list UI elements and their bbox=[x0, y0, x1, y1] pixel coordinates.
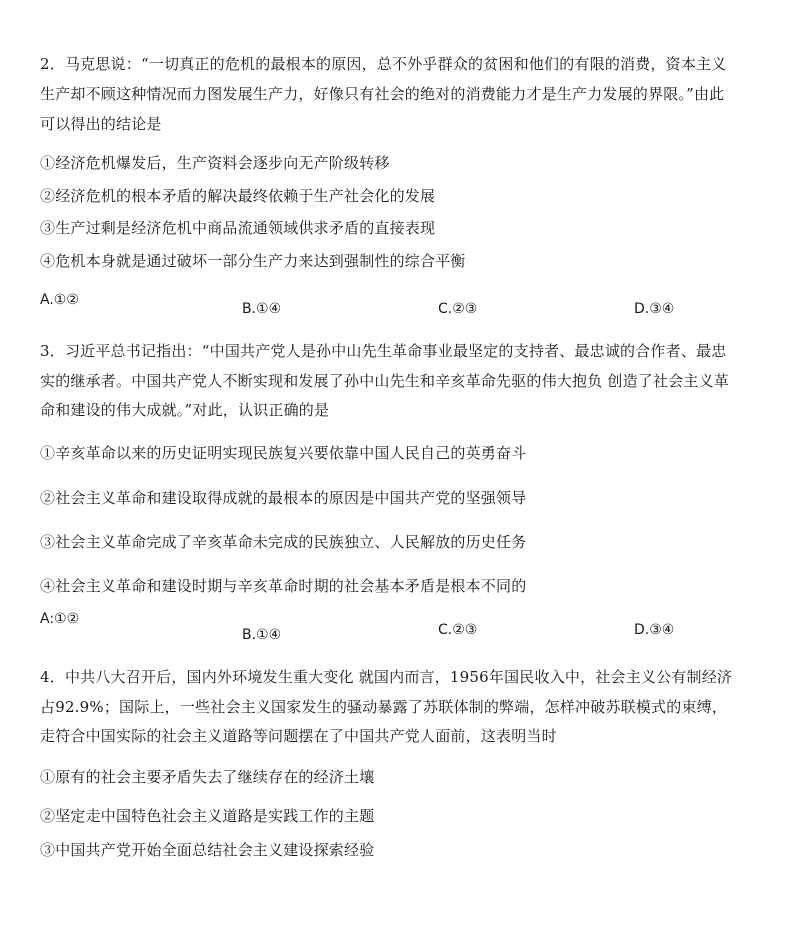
option-b[interactable]: B.①④ bbox=[242, 627, 282, 643]
statement-3: ③社会主义革命完成了辛亥革命未完成的民族独立、人民解放的历史任务 bbox=[40, 533, 527, 551]
option-b[interactable]: B.①④ bbox=[242, 301, 282, 317]
question-stem-line: 4．中共八大召开后，国内外环境发生重大变化 就国内而言，1956年国民收入中，社会主义公有制经济 bbox=[40, 668, 733, 686]
statement-3: ③中国共产党开始全面总结社会主义建设探索经验 bbox=[40, 841, 375, 859]
question-stem-line: 可以得出的结论是 bbox=[40, 115, 162, 133]
question-stem-line: 3．习近平总书记指出：“中国共产党人是孙中山先生革命事业最坚定的支持者、最忠诚的合作者、最忠 bbox=[40, 342, 727, 360]
statement-1: ①经济危机爆发后，生产资料会逐步向无产阶级转移 bbox=[40, 154, 390, 172]
statement-1: ①原有的社会主要矛盾失去了继续存在的经济土壤 bbox=[40, 768, 375, 786]
question-stem-line: 生产却不顾这种情况而力图发展生产力，好像只有社会的绝对的消费能力才是生产力发展的界限。”由此 bbox=[40, 85, 725, 103]
statement-4: ④危机本身就是通过破坏一部分生产力来达到强制性的综合平衡 bbox=[40, 252, 466, 270]
option-d[interactable]: D.③④ bbox=[634, 622, 675, 638]
statement-4: ④社会主义革命和建设时期与辛亥革命时期的社会基本矛盾是根本不同的 bbox=[40, 577, 527, 595]
option-a[interactable]: A:①② bbox=[40, 611, 80, 627]
question-stem-line: 走符合中国实际的社会主义道路等问题摆在了中国共产党人面前，这表明当时 bbox=[40, 727, 557, 745]
question-stem-line: 命和建设的伟大成就。”对此，认识正确的是 bbox=[40, 401, 330, 419]
statement-2: ②社会主义革命和建设取得成就的最根本的原因是中国共产党的坚强领导 bbox=[40, 489, 527, 507]
option-c[interactable]: C.②③ bbox=[438, 301, 478, 317]
option-c[interactable]: C.②③ bbox=[438, 622, 478, 638]
statement-1: ①辛亥革命以来的历史证明实现民族复兴要依靠中国人民自己的英勇奋斗 bbox=[40, 444, 527, 462]
question-stem-line: 2．马克思说：“一切真正的危机的最根本的原因，总不外乎群众的贫困和他们的有限的消费，资本主义 bbox=[40, 55, 727, 73]
statement-3: ③生产过剩是经济危机中商品流通领域供求矛盾的直接表现 bbox=[40, 219, 436, 237]
option-d[interactable]: D.③④ bbox=[634, 301, 675, 317]
statement-2: ②坚定走中国特色社会主义道路是实践工作的主题 bbox=[40, 807, 375, 825]
statement-2: ②经济危机的根本矛盾的解决最终依赖于生产社会化的发展 bbox=[40, 187, 436, 205]
option-a[interactable]: A.①② bbox=[40, 292, 79, 308]
question-stem-line: 占92.9%；国际上，一些社会主义国家发生的骚动暴露了苏联体制的弊端，怎样冲破苏联模式的束缚， bbox=[40, 698, 728, 716]
question-stem-line: 实的继承者。中国共产党人不断实现和发展了孙中山先生和辛亥革命先驱的伟大抱负 创造了社会主义革 bbox=[40, 372, 729, 390]
